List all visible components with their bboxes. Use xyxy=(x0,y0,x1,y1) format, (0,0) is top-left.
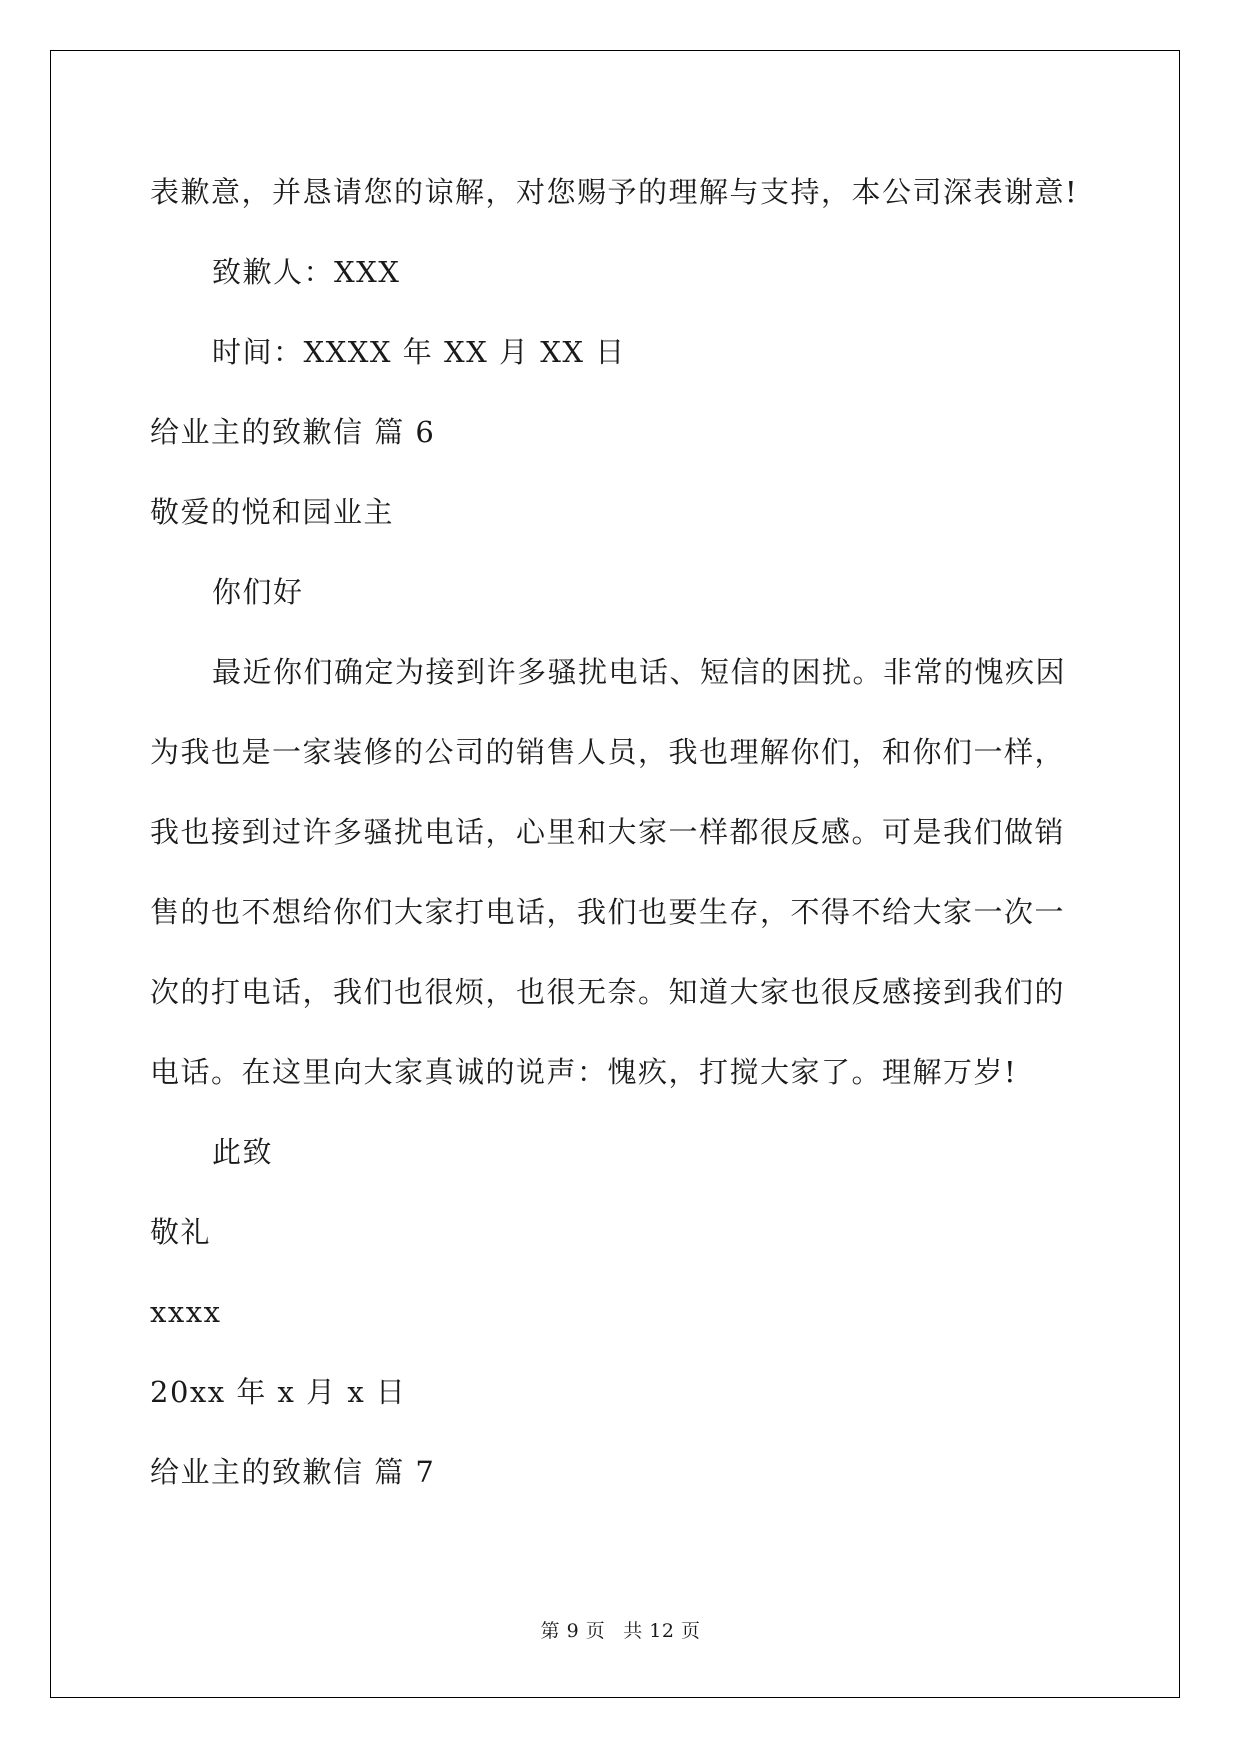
page-number-current: 第 9 页 xyxy=(540,1620,606,1642)
closing-regards: 敬礼 xyxy=(150,1215,212,1249)
date-line: 20xx 年 x 月 x 日 xyxy=(150,1375,407,1409)
document-body xyxy=(150,168,1090,1528)
section-heading: 给业主的致歉信 篇 6 xyxy=(150,415,436,449)
date-line: 时间：XXXX 年 XX 月 XX 日 xyxy=(212,335,626,369)
section-heading: 给业主的致歉信 篇 7 xyxy=(150,1455,436,1489)
signature-line: 致歉人：XXX xyxy=(212,255,401,289)
closing-line: 此致 xyxy=(212,1135,274,1169)
page-footer xyxy=(0,1616,1241,1643)
body-line: 电话。在这里向大家真诚的说声：愧疚，打搅大家了。理解万岁! xyxy=(150,1055,1018,1089)
body-line: 表歉意，并恳请您的谅解，对您赐予的理解与支持，本公司深表谢意! xyxy=(150,175,1079,209)
body-line: 我也接到过许多骚扰电话，心里和大家一样都很反感。可是我们做销 xyxy=(150,815,1066,849)
body-line: 次的打电话，我们也很烦，也很无奈。知道大家也很反感接到我们的 xyxy=(150,975,1066,1009)
signature-line: xxxx xyxy=(150,1295,222,1329)
greeting: 你们好 xyxy=(212,575,304,609)
body-line: 售的也不想给你们大家打电话，我们也要生存，不得不给大家一次一 xyxy=(150,895,1066,929)
body-line: 最近你们确定为接到许多骚扰电话、短信的困扰。非常的愧疚因 xyxy=(212,655,1067,689)
page-number-total: 共 12 页 xyxy=(623,1620,701,1642)
body-line: 为我也是一家装修的公司的销售人员，我也理解你们，和你们一样， xyxy=(150,735,1066,769)
salutation: 敬爱的悦和园业主 xyxy=(150,495,395,529)
